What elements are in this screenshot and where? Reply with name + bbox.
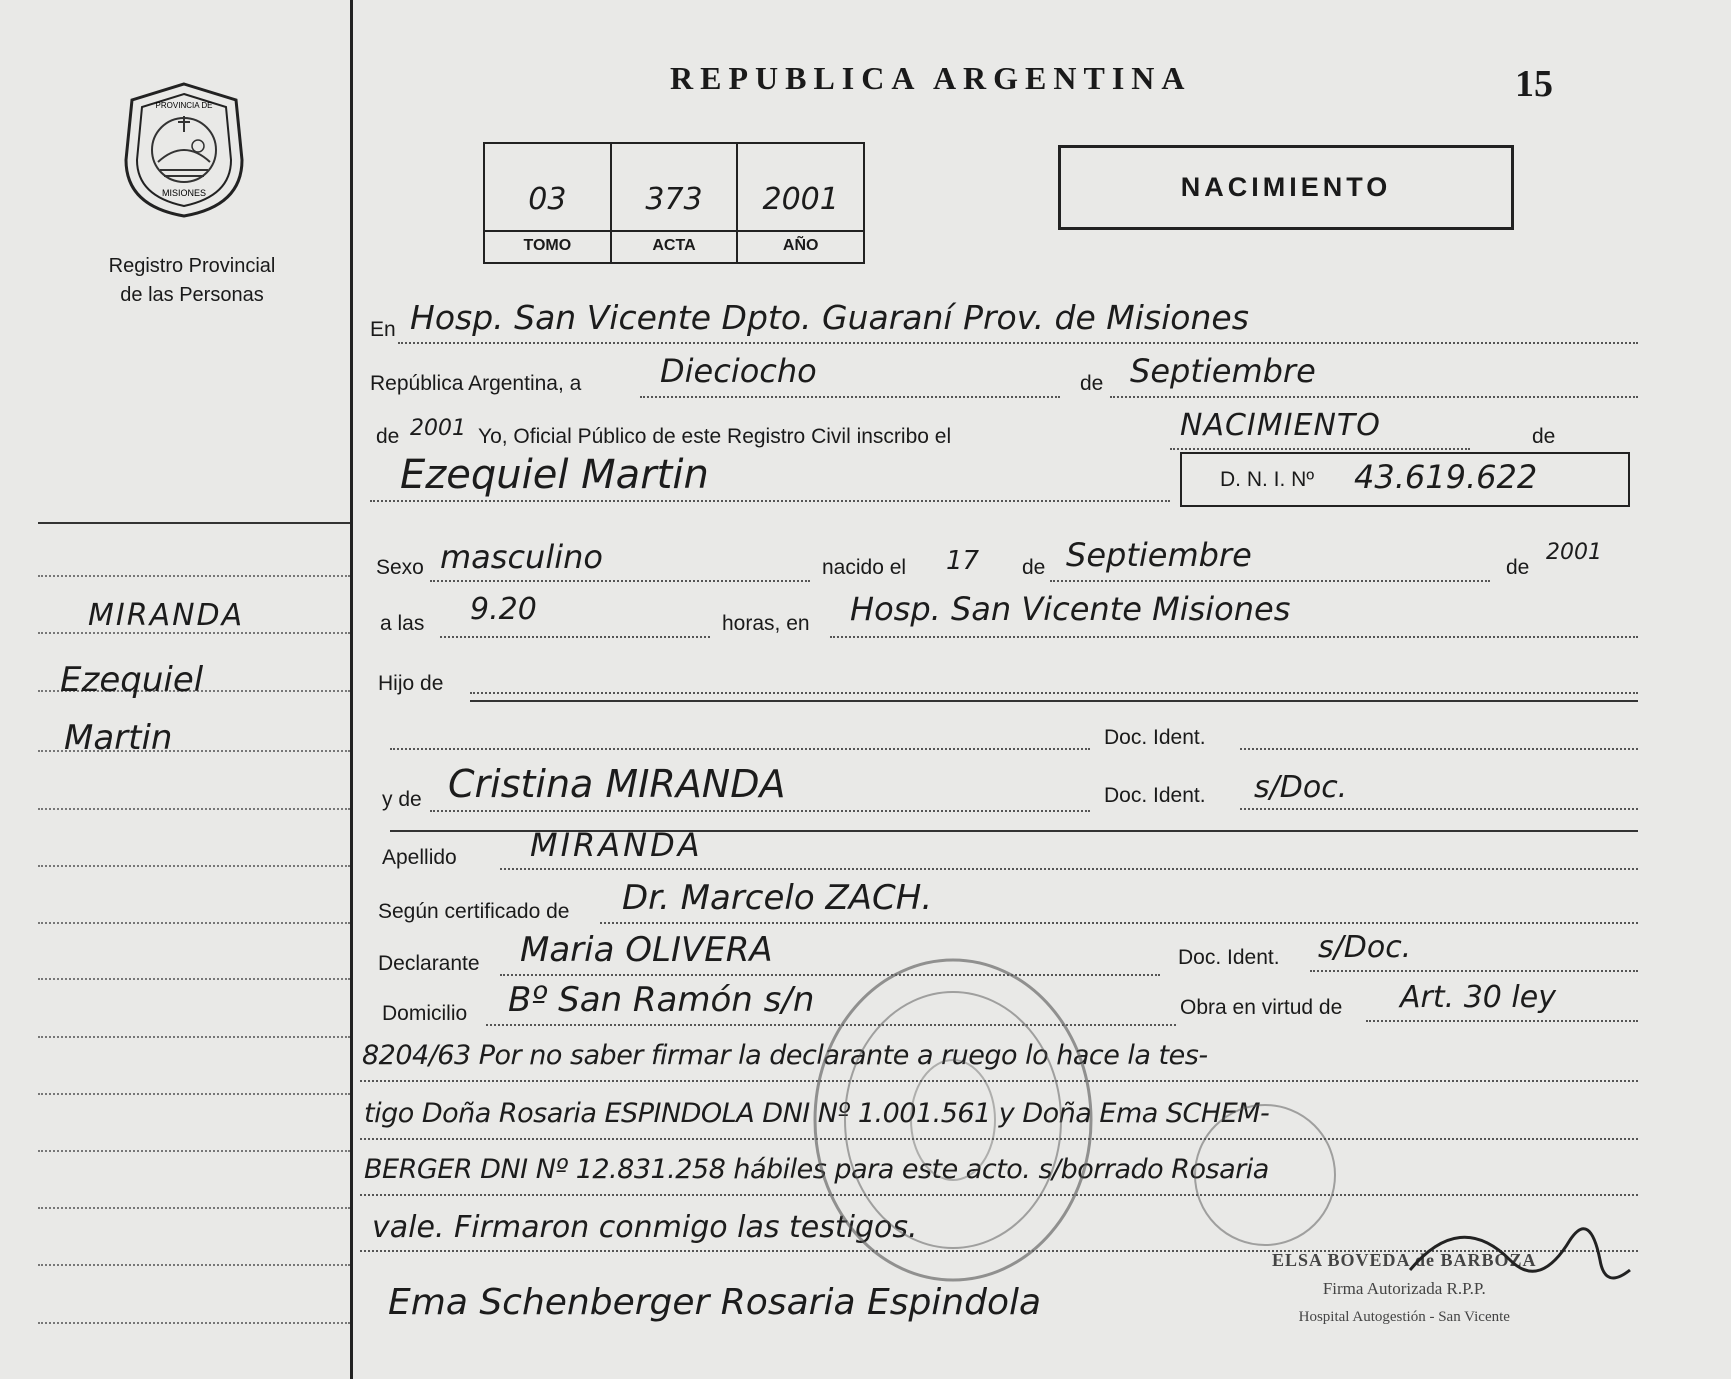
registry-stamp-icon bbox=[808, 950, 1098, 1290]
provincial-seal-icon bbox=[118, 80, 250, 220]
anio-value: 2001 bbox=[410, 416, 466, 441]
obra-label: Obra en virtud de bbox=[1180, 996, 1343, 1019]
doc3-value: s/Doc. bbox=[1318, 930, 1412, 965]
mes-value: Septiembre bbox=[1130, 352, 1316, 390]
yo-label: Yo, Oficial Público de este Registro Civil inscribo el bbox=[478, 425, 952, 448]
acta-label: ACTA bbox=[612, 230, 737, 262]
dia-value: Dieciocho bbox=[660, 352, 817, 390]
texto-2: tigo Doña Rosaria ESPINDOLA DNI Nº 1.001.561 y Doña Ema SCHEM- bbox=[364, 1098, 1270, 1129]
domicilio-value: Bº San Ramón s/n bbox=[508, 980, 815, 1020]
registry-office-label bbox=[52, 252, 332, 310]
margin-line bbox=[38, 865, 350, 867]
nombre-value: Ezequiel Martin bbox=[400, 452, 709, 498]
lugar-value: Hosp. San Vicente Misiones bbox=[850, 590, 1291, 628]
texto-1: 8204/63 Por no saber firmar la declarante a ruego lo hace la tes- bbox=[362, 1040, 1208, 1071]
sexo-line bbox=[430, 580, 810, 582]
lugar-line bbox=[830, 636, 1638, 638]
doc3-label: Doc. Ident. bbox=[1178, 946, 1280, 969]
nombre-line bbox=[370, 500, 1170, 502]
inscribo-line bbox=[1170, 448, 1470, 450]
hijo-label: Hijo de bbox=[378, 672, 444, 695]
margin-line bbox=[38, 575, 350, 577]
alas-line bbox=[440, 636, 710, 638]
witness-signatures: Ema Schenberger Rosaria Espindola bbox=[388, 1282, 1042, 1323]
doc2-value: s/Doc. bbox=[1254, 770, 1348, 805]
doc1-line bbox=[1240, 748, 1638, 750]
apellido-value: MIRANDA bbox=[530, 826, 703, 864]
margin-line bbox=[38, 1036, 350, 1038]
declarante-value: Maria OLIVERA bbox=[520, 930, 773, 970]
mes-line bbox=[1110, 396, 1638, 398]
page-divider bbox=[350, 0, 353, 1379]
yde-label: y de bbox=[382, 788, 422, 811]
madre-line bbox=[430, 810, 1090, 812]
apellido-line bbox=[500, 868, 1638, 870]
official-signature-icon bbox=[1400, 1200, 1640, 1315]
margin-line bbox=[38, 978, 350, 980]
seal-text-bottom: MISIONES bbox=[161, 188, 207, 198]
alas-value: 9.20 bbox=[470, 592, 537, 627]
segun-value: Dr. Marcelo ZACH. bbox=[622, 878, 933, 918]
tomo-cell bbox=[485, 144, 612, 262]
tomo-label: TOMO bbox=[485, 230, 610, 262]
en-label: En bbox=[370, 318, 396, 341]
texto-4: vale. Firmaron conmigo las testigos. bbox=[372, 1210, 918, 1245]
obra-value: Art. 30 ley bbox=[1400, 980, 1556, 1015]
sexo-label: Sexo bbox=[376, 556, 424, 579]
sexo-value: masculino bbox=[440, 538, 603, 576]
margin-line bbox=[38, 922, 350, 924]
republica-label: República Argentina, a bbox=[370, 372, 582, 395]
doc2-label: Doc. Ident. bbox=[1104, 784, 1206, 807]
nacido-label: nacido el bbox=[822, 556, 907, 579]
ano-cell bbox=[738, 144, 863, 262]
margin-line bbox=[38, 1264, 350, 1266]
nacido-anio: 2001 bbox=[1546, 540, 1602, 565]
round-stamp-icon bbox=[1190, 1100, 1340, 1255]
segun-label: Según certificado de bbox=[378, 900, 570, 923]
de5-label: de bbox=[1506, 556, 1530, 579]
nacido-mes: Septiembre bbox=[1066, 536, 1252, 574]
office-line-1: Registro Provincial bbox=[108, 255, 276, 277]
official-place: Hospital Autogestión - San Vicente bbox=[1298, 1309, 1510, 1325]
margin-note-surname: MIRANDA bbox=[88, 598, 245, 633]
declarante-label: Declarante bbox=[378, 952, 480, 975]
acta-value: 373 bbox=[645, 182, 703, 217]
obra-line bbox=[1366, 1020, 1638, 1022]
padre-line bbox=[390, 748, 1090, 750]
horas-label: horas, en bbox=[722, 612, 810, 635]
segun-line bbox=[600, 922, 1638, 924]
en-value: Hosp. San Vicente Dpto. Guaraní Prov. de Misiones bbox=[410, 298, 1249, 337]
acta-cell bbox=[612, 144, 739, 262]
hijo-strike bbox=[470, 700, 1638, 702]
de2-label: de bbox=[376, 425, 400, 448]
texto-3: BERGER DNI Nº 12.831.258 hábiles para este acto. s/borrado Rosaria bbox=[364, 1154, 1269, 1185]
en-line bbox=[398, 342, 1638, 344]
official-role: Firma Autorizada R.P.P. bbox=[1322, 1279, 1486, 1298]
tomo-value: 03 bbox=[528, 182, 567, 217]
official-name: ELSA BOVEDA de BARBOZA bbox=[1272, 1250, 1537, 1270]
margin-note-name2: Martin bbox=[64, 718, 173, 758]
doc2-line bbox=[1240, 808, 1638, 810]
ano-label: AÑO bbox=[738, 230, 863, 262]
de3-label: de bbox=[1532, 425, 1556, 448]
margin-line bbox=[38, 1093, 350, 1095]
document-title: REPUBLICA ARGENTINA bbox=[670, 60, 1192, 96]
hijo-line bbox=[470, 692, 1638, 694]
de4-label: de bbox=[1022, 556, 1046, 579]
margin-line bbox=[38, 1207, 350, 1209]
ano-value: 2001 bbox=[762, 182, 839, 217]
doc3-line bbox=[1310, 970, 1638, 972]
margin-note-name1: Ezequiel bbox=[60, 660, 204, 700]
apellido-label: Apellido bbox=[382, 846, 457, 869]
page-number: 15 bbox=[1515, 63, 1553, 105]
seal-text-top: PROVINCIA DE bbox=[155, 101, 213, 110]
dia-line bbox=[640, 396, 1060, 398]
nacido-mes-line bbox=[1050, 580, 1490, 582]
record-type-box: NACIMIENTO bbox=[1058, 145, 1514, 230]
nacido-dia: 17 bbox=[946, 546, 980, 576]
de1-label: de bbox=[1080, 372, 1104, 395]
madre-value: Cristina MIRANDA bbox=[448, 762, 786, 806]
domicilio-label: Domicilio bbox=[382, 1002, 468, 1025]
margin-line bbox=[38, 1322, 350, 1324]
doc1-label: Doc. Ident. bbox=[1104, 726, 1206, 749]
margin-line bbox=[38, 808, 350, 810]
margin-rule bbox=[38, 522, 350, 524]
margin-line bbox=[38, 1150, 350, 1152]
record-id-box bbox=[483, 142, 865, 264]
dni-label: D. N. I. Nº bbox=[1220, 468, 1315, 491]
alas-label: a las bbox=[380, 612, 425, 635]
dni-box bbox=[1180, 452, 1630, 507]
dni-value: 43.619.622 bbox=[1354, 458, 1538, 496]
inscribo-value: NACIMIENTO bbox=[1180, 408, 1381, 443]
office-line-2: de las Personas bbox=[120, 284, 264, 306]
